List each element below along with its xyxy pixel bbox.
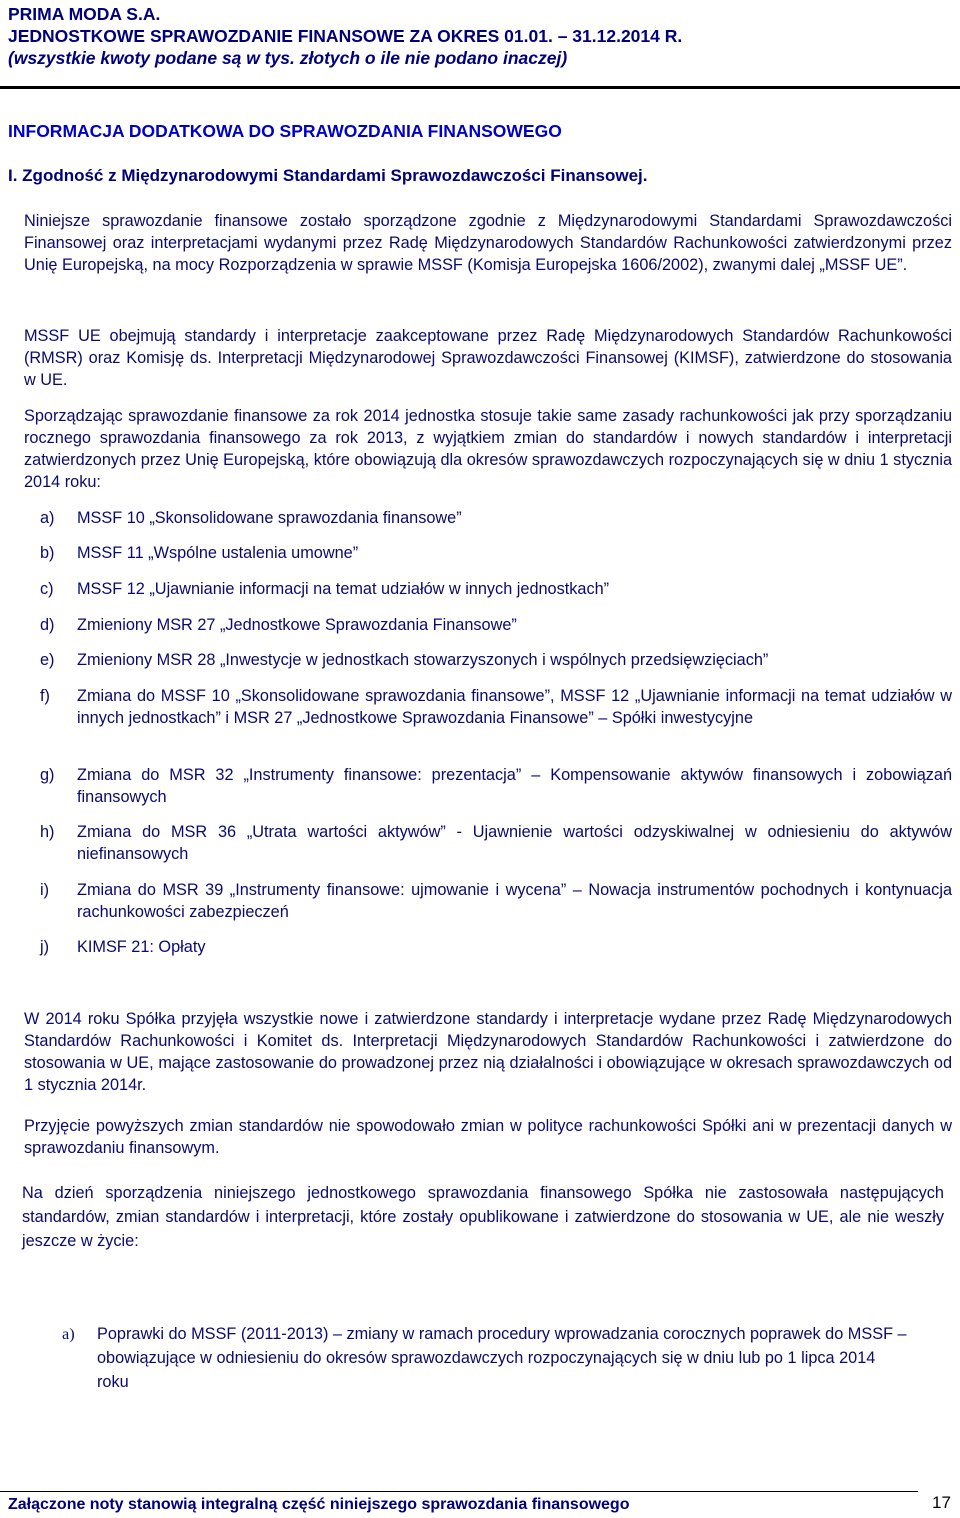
list-item-text: Zmiana do MSR 36 „Utrata wartości aktywów” - Ujawnienie wartości odzyskiwalnej w odniesieniu do aktywów niefinansowych [77, 823, 952, 863]
list-marker: d) [40, 616, 55, 634]
footer-note: Załączone noty stanowią integralną część niniejszego sprawozdania finansowego [8, 1496, 630, 1513]
list-marker: b) [40, 544, 55, 562]
list-marker: e) [40, 651, 55, 669]
list-item-text: Zmiana do MSR 32 „Instrumenty finansowe: prezentacja” – Kompensowanie aktywów finansowych i zobowiązań finansowych [77, 766, 952, 806]
list-marker: a) [40, 509, 55, 527]
paragraph-no-policy-change: Przyjęcie powyższych zmian standardów nie spowodowało zmian w polityce rachunkowości Spółki ani w prezentacji danych w sprawozdaniu finansowym. [24, 1117, 952, 1157]
paragraph-adopted-standards: W 2014 roku Spółka przyjęła wszystkie nowe i zatwierdzone standardy i interpretacje wydane przez Radę Międzynarodowych Standardów Rachunkowości i Komitet ds. Interpretacji Międzynarodowych Standardów Rachunkowości i zatwierdzone do stosowania w UE, mające zastosowanie do prowadzonej przez nią działalności i obowiązujące w okresach sprawozdawczych od 1 stycznia 2014r. [24, 1010, 952, 1094]
paragraph-ifrs-compliance: Niniejsze sprawozdanie finansowe zostało sporządzone zgodnie z Międzynarodowymi Standardami Sprawozdawczości Finansowej oraz interpretacjami wydanymi przez Radę Międzynarodowych Standardów Rachunkowości zatwierdzonymi przez Unię Europejską, na mocy Rozporządzenia w sprawie MSSF (Komisja Europejska 1606/2002), zwanymi dalej „MSSF UE”. [24, 212, 952, 274]
list-item-text: Poprawki do MSSF (2011-2013) – zmiany w ramach procedury wprowadzania corocznych poprawek do MSSF – obowiązujące w odniesieniu do okresów sprawozdawczych rozpoczynających się w dniu lub po 1 lipca 2014 roku [97, 1325, 907, 1391]
list-marker: c) [40, 580, 54, 598]
list-marker: j) [40, 938, 50, 956]
section-title: INFORMACJA DODATKOWA DO SPRAWOZDANIA FINANSOWEGO [8, 121, 562, 141]
paragraph-ifrs-scope: MSSF UE obejmują standardy i interpretacje zaakceptowane przez Radę Międzynarodowych Standardów Rachunkowości (RMSR) oraz Komisję ds. Interpretacji Międzynarodowej Sprawozdawczości Finansowej (KIMSF), zatwierdzone do stosowania w UE. [24, 327, 952, 389]
currency-note: (wszystkie kwoty podane są w tys. złotych o ile nie podano inaczej) [8, 48, 568, 68]
list-marker: g) [40, 766, 55, 784]
list-item-text: KIMSF 21: Opłaty [77, 938, 206, 956]
list-item-text: Zmiana do MSSF 10 „Skonsolidowane sprawozdania finansowe”, MSSF 12 „Ujawnianie informacji na temat udziałów w innych jednostkach” i MSR 27 „Jednostkowe Sprawozdania Finansowe” – Spółki inwestycyjne [77, 687, 952, 727]
page-number: 17 [932, 1493, 951, 1512]
list-item-text: Zmiana do MSR 39 „Instrumenty finansowe: ujmowanie i wycena” – Nowacja instrumentów pochodnych i kontynuacja rachunkowości zabezpieczeń [77, 881, 952, 921]
list-item-text: Zmieniony MSR 28 „Inwestycje w jednostkach stowarzyszonych i wspólnych przedsięwzięciach” [77, 651, 769, 669]
list-item-text: MSSF 11 „Wspólne ustalenia umowne” [77, 544, 359, 562]
subsection-title: I. Zgodność z Międzynarodowymi Standardami Sprawozdawczości Finansowej. [8, 166, 648, 185]
list-marker: f) [40, 687, 50, 705]
report-title: JEDNOSTKOWE SPRAWOZDANIE FINANSOWE ZA OKRES 01.01. – 31.12.2014 R. [8, 26, 683, 46]
list-marker: i) [40, 881, 50, 899]
list-item-text: MSSF 12 „Ujawnianie informacji na temat udziałów w innych jednostkach” [77, 580, 610, 598]
list-marker: h) [40, 823, 55, 841]
header-divider [0, 86, 960, 89]
list-item-text: Zmieniony MSR 27 „Jednostkowe Sprawozdania Finansowe” [77, 616, 517, 634]
paragraph-not-applied-standards: Na dzień sporządzenia niniejszego jednostkowego sprawozdania finansowego Spółka nie zastosowała następujących standardów, zmian standardów i interpretacji, które zostały opublikowane i zatwierdzone do stosowania w UE, ale nie weszły jeszcze w życie: [22, 1184, 944, 1250]
list-marker: a) [62, 1324, 75, 1343]
footer-divider [0, 1491, 918, 1492]
paragraph-accounting-policies: Sporządzając sprawozdanie finansowe za rok 2014 jednostka stosuje takie same zasady rachunkowości jak przy sporządzaniu rocznego sprawozdania finansowego za rok 2013, z wyjątkiem zmian do standardów i nowych standardów i interpretacji zatwierdzonych przez Unię Europejską, które obowiązują dla okresów sprawozdawczych rozpoczynających się w dniu 1 stycznia 2014 roku: [24, 407, 952, 491]
company-name: PRIMA MODA S.A. [8, 4, 161, 24]
list-item-text: MSSF 10 „Skonsolidowane sprawozdania finansowe” [77, 509, 462, 527]
